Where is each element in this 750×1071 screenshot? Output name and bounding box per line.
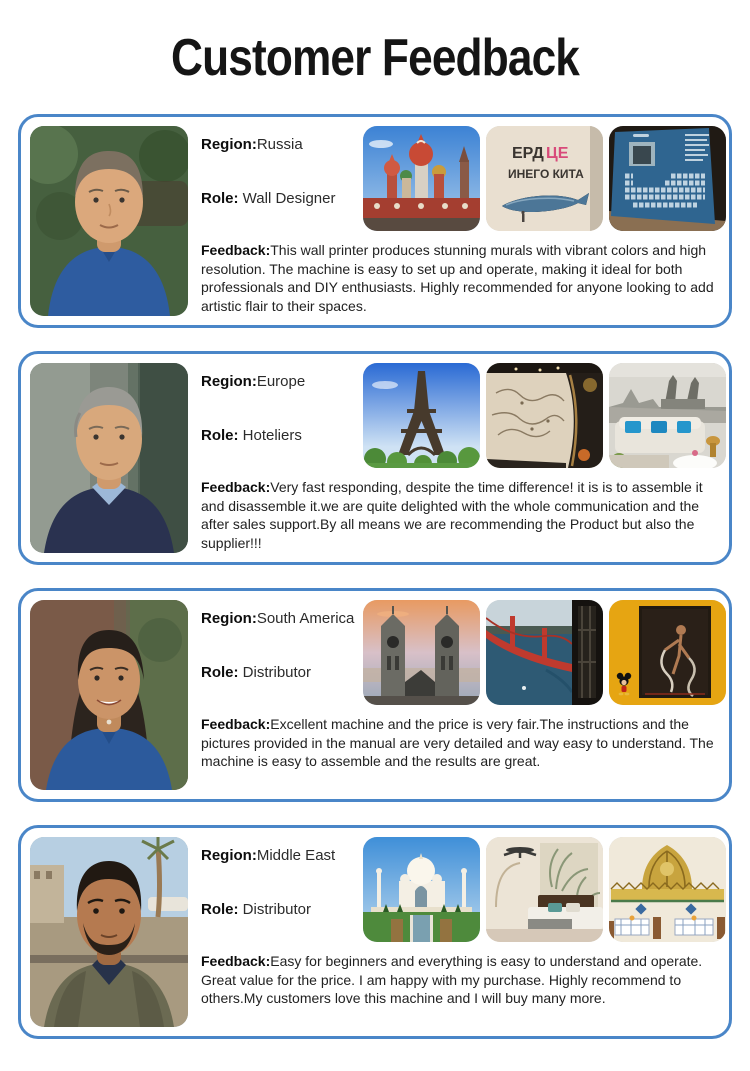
feedback-label: Feedback:	[201, 242, 271, 258]
thumbnail-row	[363, 600, 726, 705]
role-line	[201, 664, 363, 681]
feedback-card-europe	[18, 351, 732, 565]
customer-portrait	[30, 126, 188, 316]
feedback-label: Feedback:	[201, 953, 271, 969]
feedback-text	[201, 952, 720, 1008]
role-label: Role:	[201, 190, 239, 207]
role-value: Distributor	[238, 901, 312, 918]
thumb-blue-whale-mural	[486, 126, 603, 231]
feedback-card-south-america	[18, 588, 732, 802]
region-value: Europe	[256, 373, 306, 390]
feedback-value: Excellent machine and the price is very fair.The instructions and the pictures provided in the manual are very detailed and way easy to understand. The machine is easy to assemble and the results are great.	[201, 716, 714, 770]
thumb-golden-gate-bridge-mural	[486, 600, 603, 705]
thumb-palm-leaf-bedroom-mural	[486, 837, 603, 942]
region-label: Region:	[201, 847, 257, 864]
region-line	[201, 136, 363, 153]
customer-portrait	[30, 837, 188, 1027]
thumb-map-mural-lobby	[486, 363, 603, 468]
role-line	[201, 190, 363, 207]
region-label: Region:	[201, 136, 257, 153]
thumb-quito-basilica-towers	[363, 600, 480, 705]
thumb-eiffel-tower	[363, 363, 480, 468]
feedback-text	[201, 241, 720, 315]
thumbnail-row	[363, 126, 726, 231]
portrait-art	[30, 837, 188, 1027]
portrait-art	[30, 363, 188, 553]
role-line	[201, 901, 363, 918]
role-value: Distributor	[238, 664, 312, 681]
thumb-st-basils-cathedral	[363, 126, 480, 231]
thumbnail-row	[363, 363, 726, 468]
thumb-periodic-table-wall	[609, 126, 726, 231]
role-label: Role:	[201, 664, 239, 681]
svg-text:ЦЕ: ЦЕ	[546, 145, 569, 162]
role-line	[201, 427, 363, 444]
svg-text:ИНЕГО КИТА: ИНЕГО КИТА	[508, 167, 584, 181]
thumb-golden-arabic-restaurant-mural	[609, 837, 726, 942]
role-label: Role:	[201, 427, 239, 444]
region-line	[201, 373, 363, 390]
feedback-label: Feedback:	[201, 716, 271, 732]
customer-portrait	[30, 363, 188, 553]
region-label: Region:	[201, 610, 257, 627]
region-label: Region:	[201, 373, 257, 390]
region-value: South America	[256, 610, 355, 627]
customer-portrait	[30, 600, 188, 790]
feedback-text	[201, 478, 720, 552]
feedback-card-russia	[18, 114, 732, 328]
region-value: Russia	[256, 136, 303, 153]
feedback-value: Easy for beginners and everything is easy to understand and operate. Great value for the price. I am happy with my purchase. Highly recommend to others.My customers love this machine and I will buy many more.	[201, 953, 703, 1007]
feedback-value: Very fast responding, despite the time difference! it is is to assemble it and disassemble it.we are quite delighted with the whole communication and the after sales support.By all means we are recommending the Product but also the supplier!!!	[201, 479, 703, 551]
svg-text:ЕРД: ЕРД	[512, 145, 544, 162]
feedback-label: Feedback:	[201, 479, 271, 495]
role-label: Role:	[201, 901, 239, 918]
role-value: Wall Designer	[238, 190, 336, 207]
thumb-taj-mahal	[363, 837, 480, 942]
feedback-value: This wall printer produces stunning murals with vibrant colors and high resolution. The machine is easy to set up and operate, making it ideal for both professionals and DIY enthusiasts. Highly recommended for anyone looking to add artistic flair to their spaces.	[201, 242, 714, 314]
thumb-gym-wall-mural-yellow	[609, 600, 726, 705]
feedback-card-middle-east	[18, 825, 732, 1039]
page-title-text: Customer Feedback	[170, 29, 580, 87]
region-line	[201, 847, 363, 864]
region-value: Middle East	[256, 847, 336, 864]
portrait-art	[30, 126, 188, 316]
thumbnail-row	[363, 837, 726, 942]
role-value: Hoteliers	[238, 427, 302, 444]
portrait-art	[30, 600, 188, 790]
page-title	[0, 28, 750, 88]
feedback-text	[201, 715, 720, 771]
thumb-prague-living-room-mural	[609, 363, 726, 468]
region-line	[201, 610, 363, 627]
